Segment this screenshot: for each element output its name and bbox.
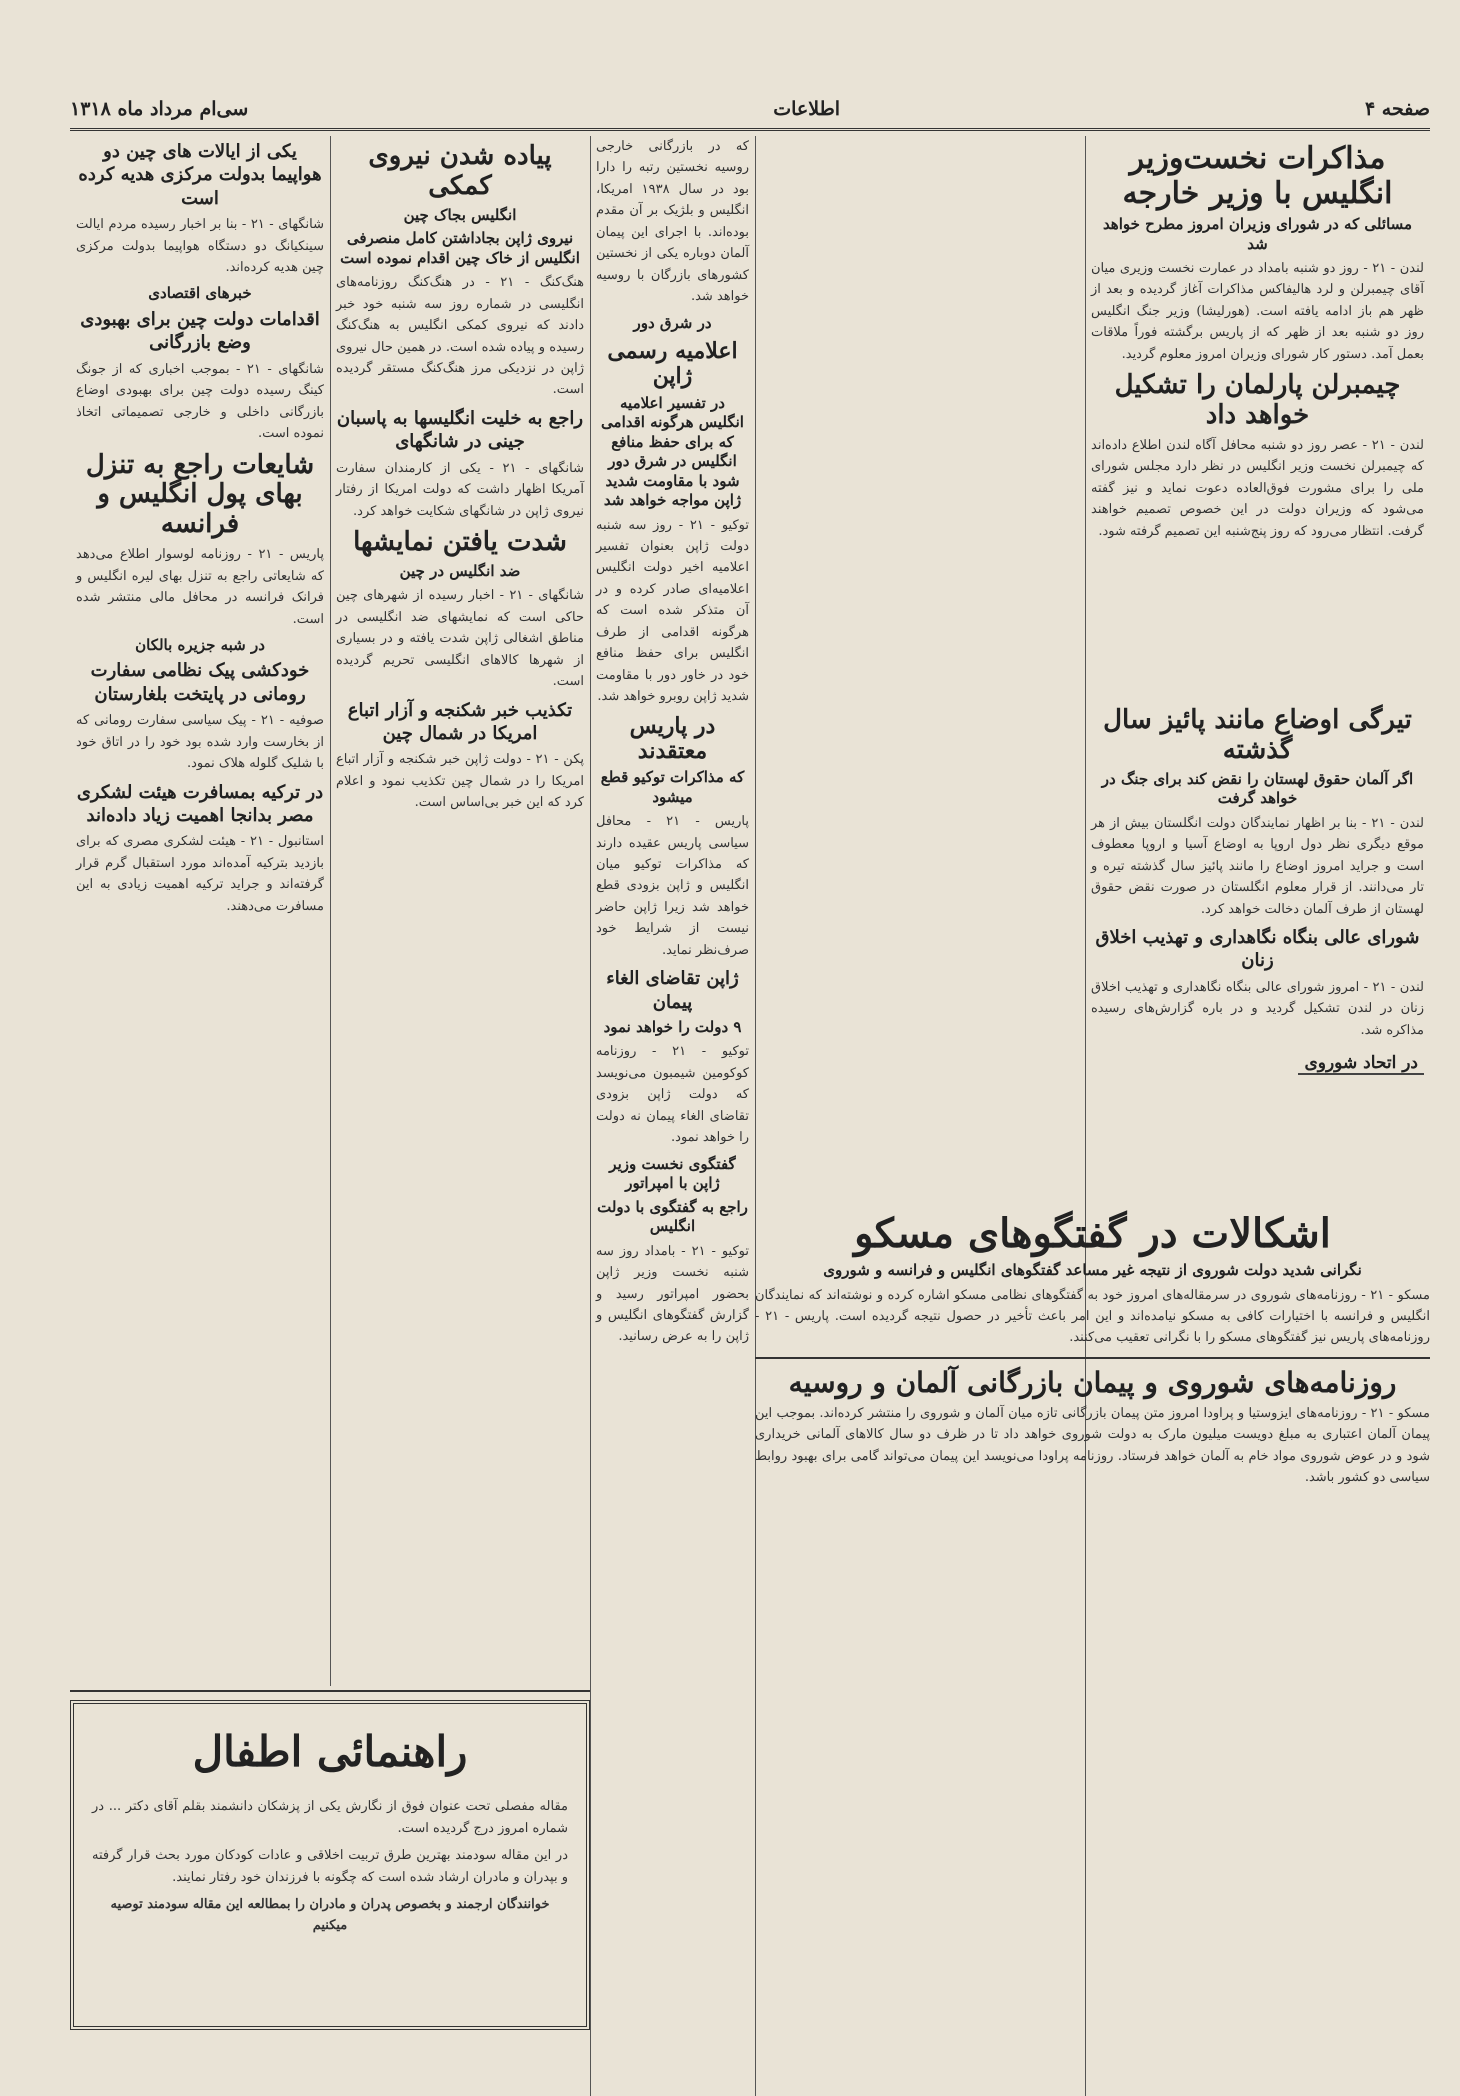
notice-body: در این مقاله سودمند بهترین طرق تربیت اخلاقی و عادات کودکان مورد بحث قرار گرفته و بپدران و مادران ارشاد شده است که چگونه با فرزندان خود رفتار نمایند. — [92, 1848, 568, 1885]
headline-reinforcements: پیاده شدن نیروی کمکی — [368, 141, 552, 201]
dateline-far-east: در شرق دور — [633, 313, 712, 332]
headline-china-trade: اقدامات دولت چین برای بهبودی وضع بازرگانی — [80, 308, 320, 354]
headline-emperor: گفتگوی نخست وزیر ژاپن با امپراتور — [609, 1154, 736, 1193]
subhead-moscow: نگرانی شدید دولت شوروی از نتیجه غیر مساعد گفتگوهای انگلیس و فرانسه و شوروی — [823, 1261, 1362, 1279]
headline-shanghai-police: راجع به خلیت انگلیسها به پاسبان جینی در شانگهای — [336, 407, 584, 453]
column-3 — [590, 136, 755, 2096]
headline-japan-statement: اعلامیه رسمی ژاپن — [607, 338, 738, 390]
masthead — [70, 90, 1430, 131]
divider — [755, 1357, 1430, 1359]
notice-box — [70, 1700, 590, 2030]
headline-council: شورای عالی بنگاه نگاهداری و تهذیب اخلاق زنان — [1095, 926, 1420, 972]
column-2-top — [1085, 700, 1430, 1150]
headline-japan-pact: ژاپن تقاضای الغاء پیمان — [606, 968, 739, 1013]
headline-denial: تکذیب خبر شکنجه و آزار اتباع امریکا در شمال چین — [347, 699, 573, 744]
page-label: صفحه ۴ — [1364, 98, 1430, 120]
subhead-demonstrations: ضد انگلیس در چین — [399, 561, 521, 580]
article-trade-pact-body: مسکو - ۲۱ - روزنامه‌های ایزوستیا و پراودا امروز متن پیمان بازرگانی تازه میان آلمان و شوروی را منتشر کرده‌اند. بموجب این پیمان آلمان اعتباری به مبلغ دویست میلیون مارک به دولت شوروی خواهد داد تا در ظرف دو سال کالاهای آلمانی خریداری شود و در عوض شوروی مواد خام به آلمان خواهد فرستاد. روزنامه پراودا می‌نویسد این پیمان می‌تواند گامی برای بهبود روابط سیاسی دو کشور باشد. — [755, 1406, 1430, 1486]
subhead-situation: اگر آلمان حقوق لهستان را نقض کند برای جنگ در خواهد گرفت — [1101, 769, 1414, 808]
subhead-reinforcements: انگلیس بجاک چین — [403, 205, 517, 224]
headline-currency: شایعات راجع به تنزل بهای پول انگلیس و فرانسه — [85, 449, 315, 540]
article-trade-continued: که در بازرگانی خارجی روسیه نخستین رتبه را دارا بود در سال ۱۹۳۸ امریکا، انگلیس و بلژیک بر آن مقدم بوده‌اند. با اجرای این پیمان آلمان دوباره یکی از نخستین کشورهای بازرگان با روسیه خواهد شد. — [596, 139, 749, 305]
notice-intro: مقاله مفصلی تحت عنوان فوق از نگارش یکی از پزشکان دانشمند بقلم آقای دکتر ... در شماره امروز درج گردیده است. — [92, 1799, 568, 1836]
column-4 — [330, 136, 590, 1696]
article-japan-pact-body: توکیو - ۲۱ - روزنامه کوکومین شیمبون می‌نویسد که دولت ژاپن بزودی تقاضای الغاء پیمان نه دولت را خواهد نمود. — [596, 1044, 749, 1146]
article-situation-body: لندن - ۲۱ - بنا بر اظهار نمایندگان دولت انگلستان بیش از هر موقع دیگری نظر دول اروپا به اوضاع آسیا و اروپا معطوف است و جراید امروز اوضاع را مانند پائیز سال گذشته تیره و تار می‌دانند. از قرار معلوم انگلستان در صورت نقض حقوق لهستان از طرف آلمان دخالت خواهد کرد. — [1091, 815, 1425, 917]
headline-situation: تیرگی اوضاع مانند پائیز سال گذشته — [1103, 705, 1412, 765]
article-reinforcements-body: هنگ‌کنگ - ۲۱ - در هنگ‌کنگ روزنامه‌های انگلیسی در شماره روز سه شنبه خود خبر دادند که نیروی کمکی انگلیس به هنگ‌کنگ رسیده و پیاده شده است. در همین حال نیروی ژاپن در نزدیکی مرز هنگ‌کنگ مستقر گردیده است. — [336, 275, 584, 398]
section-label-balkans: در شبه جزیره بالکان — [135, 635, 265, 654]
paper-name: اطلاعات — [773, 98, 840, 120]
article-council-body: لندن - ۲۱ - امروز شورای عالی بنگاه نگاهداری و تهذیب اخلاق زنان در لندن تشکیل گردید و در باره گزارش‌های رسیده مذاکره شد. — [1091, 979, 1424, 1038]
article-emperor-body: توکیو - ۲۱ - بامداد روز سه شنبه نخست وزیر ژاپن بحضور امپراتور رسید و گزارش گفتگوهای انگلیس و ژاپن را به عرض رسانید. — [596, 1243, 749, 1345]
section-label-economy: خبرهای اقتصادی — [148, 284, 252, 303]
article-shanghai-police-body: شانگهای - ۲۱ - یکی از کارمندان سفارت آمریکا اظهار داشت که دولت امریکا از رفتار نیروی ژاپن در شانگهای شکایت خواهد کرد. — [336, 460, 584, 519]
subhead-talks: مسائلی که در شورای وزیران امروز مطرح خواهد شد — [1102, 215, 1413, 253]
headline-egypt-mission: در ترکیه بمسافرت هیئت لشکری مصر بدانجا اهمیت زیاد داده‌اند — [76, 781, 324, 826]
moscow-section — [755, 1205, 1430, 2025]
headline-planes: یکی از ایالات های چین دو هواپیما بدولت مرکزی هدیه کرده است — [78, 141, 322, 209]
section-label-soviet: در اتحاد شوروی — [1298, 1053, 1424, 1075]
subhead-japan-statement: در تفسیر اعلامیه انگلیس هرگونه اقدامی که برای حفظ منافع انگلیس در شرق دور شود با مقاومت شدید ژاپن مواجه خواهد شد — [601, 393, 744, 510]
article-china-trade-body: شانگهای - ۲۱ - بموجب اخباری که از جونگ کینگ رسیده دولت چین برای بهبودی اوضاع بازرگانی داخلی و خارجی تصمیماتی اتخاذ نموده است. — [76, 361, 324, 442]
headline-parliament: چیمبرلن پارلمان را تشکیل خواهد داد — [1114, 370, 1401, 431]
article-currency-body: پاریس - ۲۱ - روزنامه لوسوار اطلاع می‌دهد که شایعاتی راجع به تنزل بهای لیره انگلیس و فرانک فرانسه در محافل مالی منتشر شده است. — [76, 547, 324, 627]
article-courier-body: صوفیه - ۲۱ - پیک سیاسی سفارت رومانی که از بخارست وارد شده بود خود را در اتاق خود با شلیک گلوله هلاک نمود. — [76, 713, 324, 772]
subhead-emperor: راجع به گفتگوی با دولت انگلیس — [597, 1197, 748, 1236]
notice-title: راهنمائی اطفال — [192, 1727, 468, 1776]
headline-courier: خودکشی پیک نظامی سفارت رومانی در پایتخت بلغارستان — [90, 660, 310, 705]
article-paris-body: پاریس - ۲۱ - محافل سیاسی پاریس عقیده دارند که مذاکرات توکیو میان انگلیس و ژاپن بزودی قطع خواهد شد زیرا ژاپن حاضر نیست از شرایط خود صرف‌نظر نماید. — [596, 814, 749, 958]
headline-moscow: اشکالات در گفتگوهای مسکو — [854, 1210, 1331, 1257]
article-egypt-mission-body: استانبول - ۲۱ - هیئت لشکری مصری که برای بازدید بترکیه آمده‌اند مورد استقبال گرم قرار گرفته‌اند و جراید ترکیه اهمیت زیادی به این مسافرت می‌دهند. — [76, 834, 325, 914]
headline-talks: مذاکرات نخست‌وزیر انگلیس با وزیر خارجه — [1122, 141, 1393, 211]
article-demonstrations-body: شانگهای - ۲۱ - اخبار رسیده از شهرهای چین حاکی است که نمایشهای ضد انگلیسی در مناطق اشغالی ژاپن شدت یافته و در بسیاری از شهرها کالاهای انگلیسی تحریم گردیده است. — [336, 588, 584, 690]
subhead-japan-pact: ۹ دولت را خواهد نمود — [603, 1017, 742, 1036]
subhead-paris: که مذاکرات توکیو قطع میشود — [600, 768, 745, 806]
headline-demonstrations: شدت یافتن نمایشها — [353, 527, 567, 557]
subhead-reinforcements-2: نیروی ژاپن بجاداشتن کامل منصرفی انگلیس از خاک چین اقدام نموده است — [340, 229, 580, 267]
issue-date: سی‌ام مرداد ماه ۱۳۱۸ — [70, 98, 249, 120]
headline-paris: در پاریس معتقدند — [629, 712, 716, 764]
column-5 — [70, 136, 330, 1696]
article-japan-statement-body: توکیو - ۲۱ - روز سه شنبه دولت ژاپن بعنوان تفسیر اعلامیه اخیر دولت انگلیس اعلامیه‌ای صادر کرده و در آن متذکر شده است که هرگونه اقدامی از طرف انگلیس برای حفظ منافع خود در خاور دور با مقاومت شدید ژاپن روبرو خواهد شد. — [596, 517, 750, 705]
article-parliament-body: لندن - ۲۱ - عصر روز دو شنبه محافل آگاه لندن اطلاع داده‌اند که چیمبرلن نخست وزیر انگلیس در نظر دارد مجلس شورای ملی را برای مشورت فوق‌العاده دعوت نماید و نیز گفته می‌شود که وزیران دولت در این خصوص تصمیم خواهند گرفت. انتظار می‌رود که روز پنج‌شنبه این تصمیم گرفته شود. — [1091, 437, 1424, 539]
article-moscow-body: مسکو - ۲۱ - روزنامه‌های شوروی در سرمقاله‌های امروز خود به گفتگوهای نظامی مسکو اشاره کرده و نوشته‌اند که نمایندگان انگلیس و فرانسه با اختیارات کافی به مسکو نیامده‌اند و این امر باعث تأخیر در حصول نتیجه گردیده است. پاریس - ۲۱ - روزنامه‌های پاریس نیز گفتگوهای مسکو را با نگرانی تعقیب می‌کنند. — [755, 1287, 1430, 1346]
article-planes-body: شانگهای - ۲۱ - بنا بر اخبار رسیده مردم ایالت سینکیانگ دو دستگاه هواپیما بدولت مرکزی چین هدیه کرده‌اند. — [76, 217, 325, 276]
article-denial-body: پکن - ۲۱ - دولت ژاپن خبر شکنجه و آزار اتباع امریکا را در شمال چین تکذیب نمود و اعلام کرد که این خبر بی‌اساس است. — [336, 752, 584, 811]
divider — [70, 1690, 590, 1692]
article-talks-body: لندن - ۲۱ - روز دو شنبه بامداد در عمارت نخست وزیری میان آقای چیمبرلن و لرد هالیفاکس مذاکرات آغاز گردیده و بعد از ظهر هم باز ادامه یافته است. (هورلیشا) وزیر جنگ انگلیس روز دو شنبه بعد از ظهر که از پاریس برگشته فوراً ملاقات بعمل آمد. دستور کار شورای وزیران امروز معلوم گردید. — [1091, 261, 1424, 362]
notice-closing: خوانندگان ارجمند و بخصوص پدران و مادران را بمطالعه این مقاله سودمند توصیه میکنیم — [110, 1897, 550, 1934]
headline-trade-pact: روزنامه‌های شوروی و پیمان بازرگانی آلمان و روسیه — [788, 1365, 1397, 1399]
